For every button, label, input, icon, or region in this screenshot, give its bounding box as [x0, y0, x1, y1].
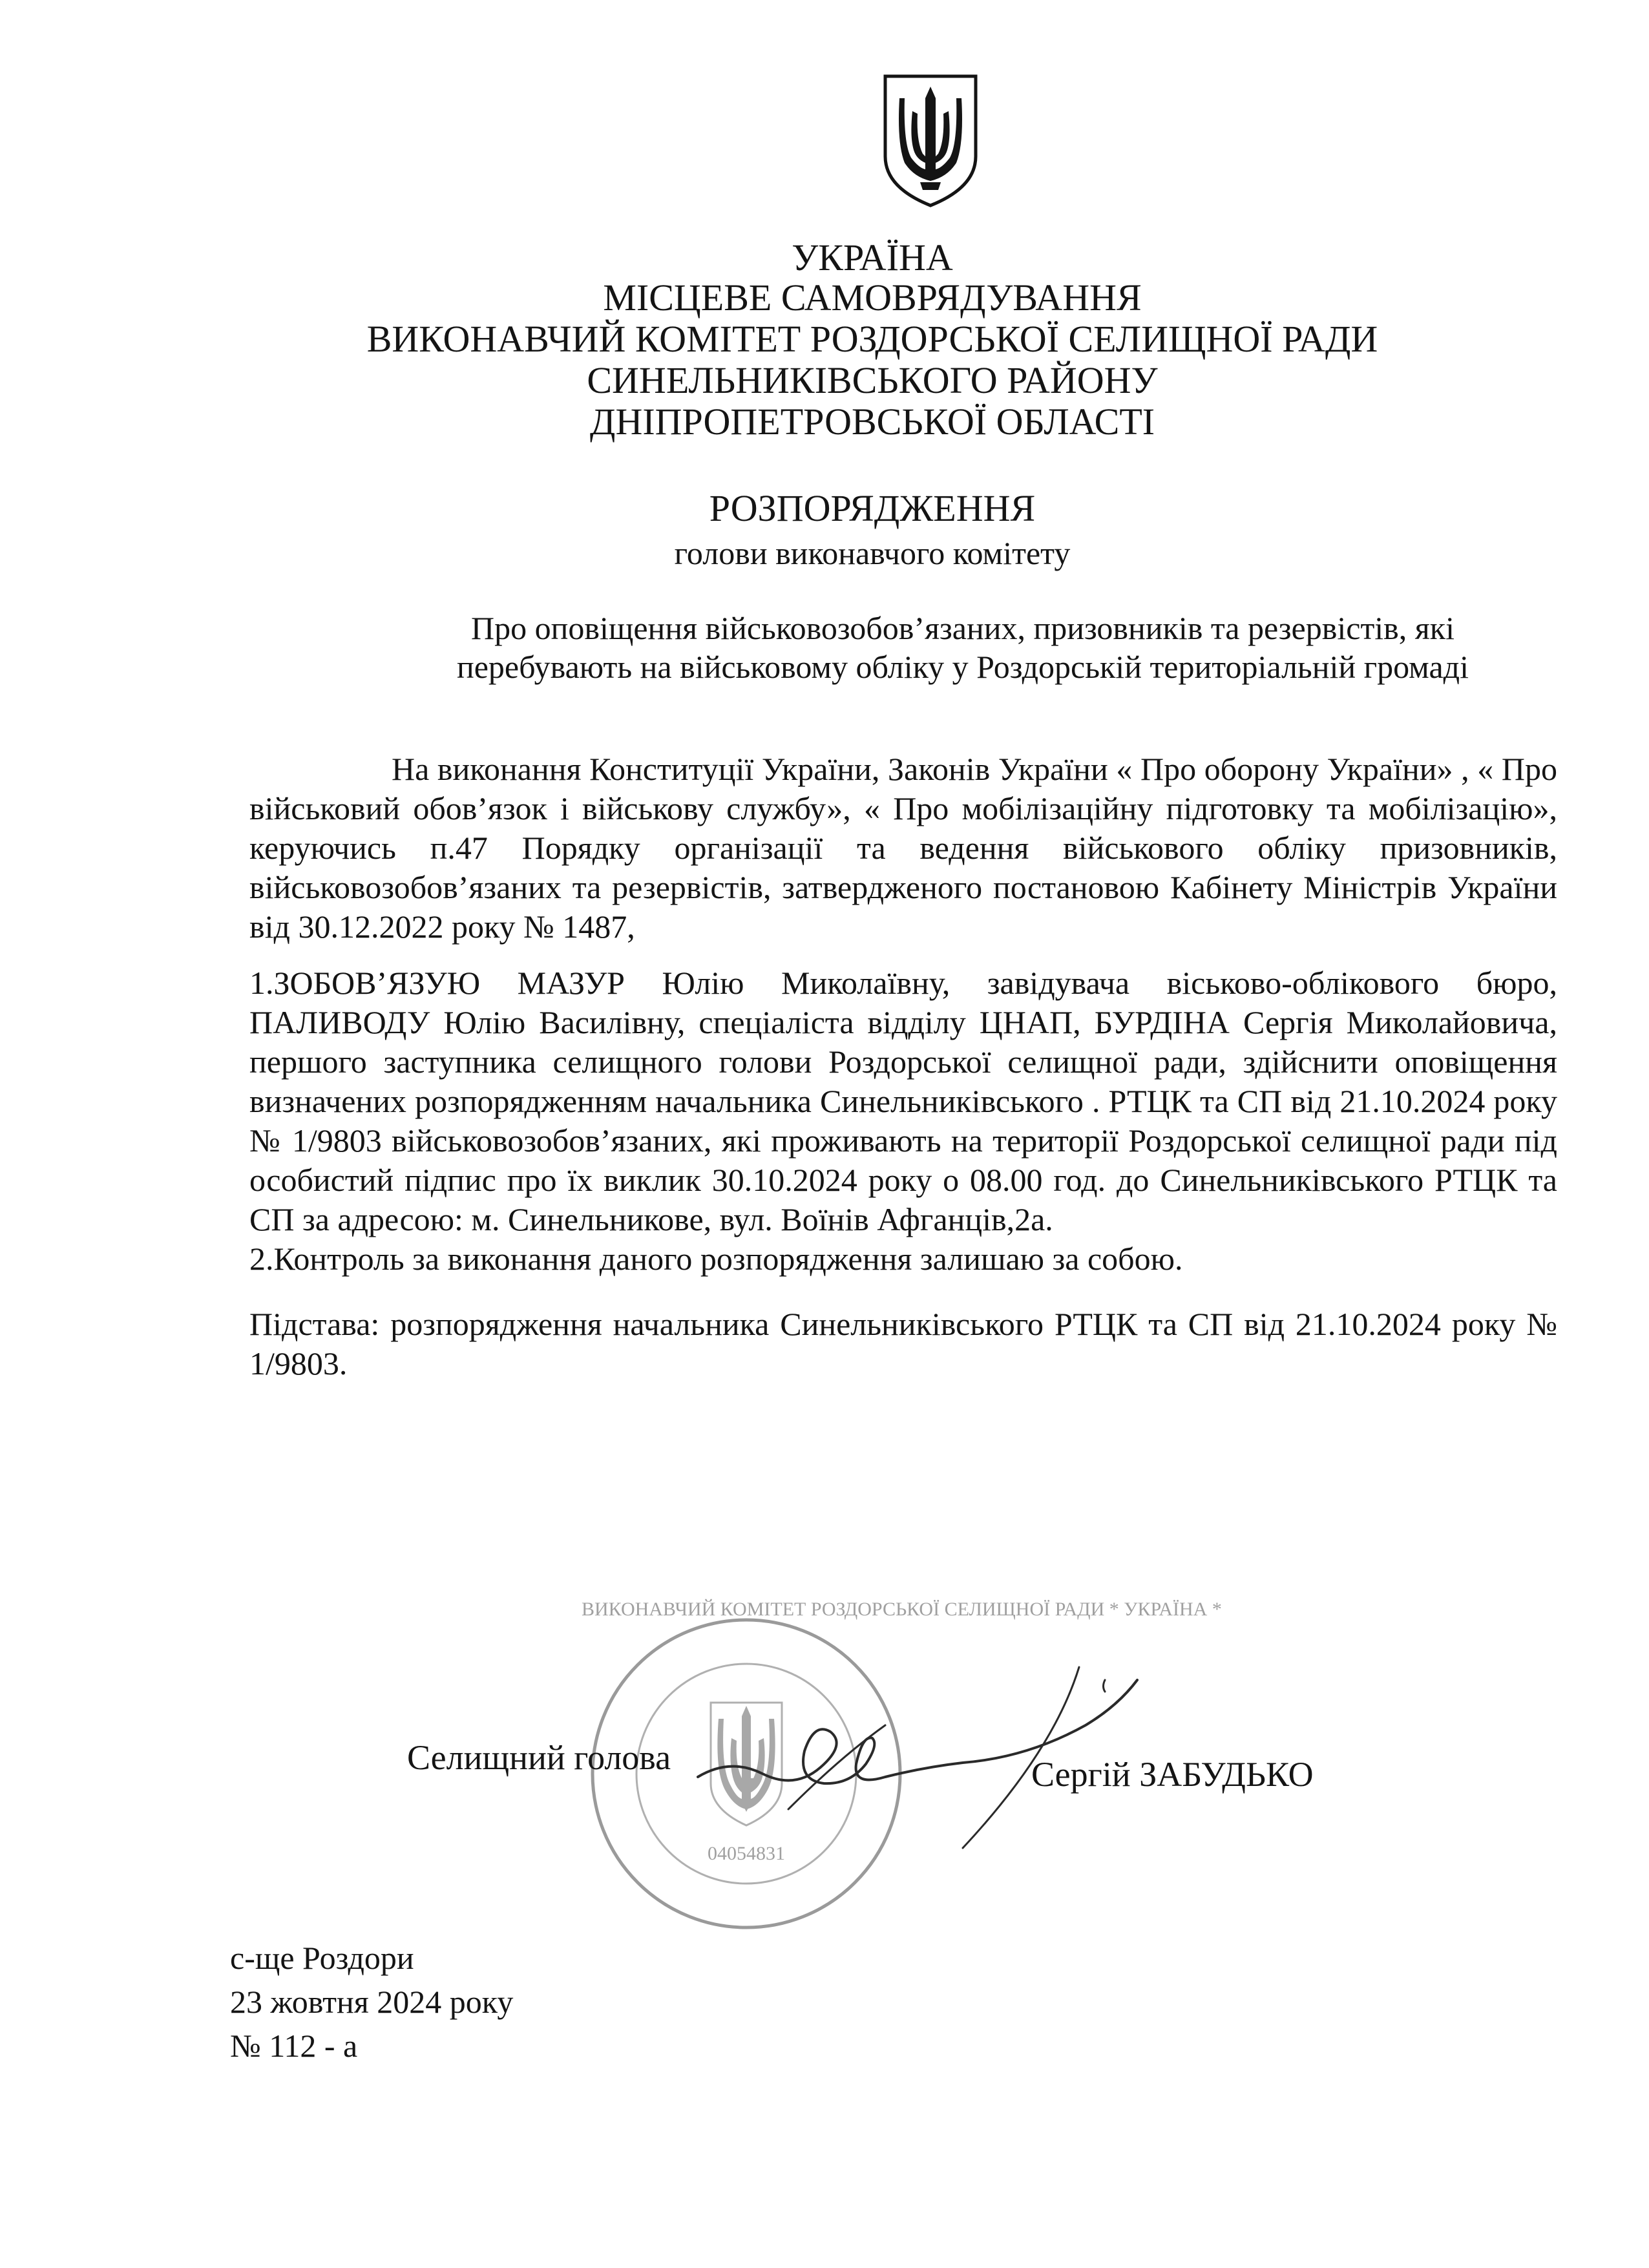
stamp-ring-text: ВИКОНАВЧИЙ КОМІТЕТ РОЗДОРСЬКОЇ СЕЛИЩНОЇ РАДИ * УКРАЇНА * [582, 1599, 1222, 1620]
header-district: СИНЕЛЬНИКІВСЬКОГО РАЙОНУ [587, 359, 1158, 401]
document-type: РОЗПОРЯДЖЕННЯ [709, 487, 1036, 529]
subject-line-2: перебувають на військовому обліку у Роздорській територіальній громаді [456, 649, 1469, 685]
document-subtitle: голови виконавчого комітету [674, 535, 1071, 571]
item-1-paragraph: 1.ЗОБОВ’ЯЗУЮ МАЗУР Юлію Миколаївну, завідувача віськово-облікового бюро, ПАЛИВОДУ Юлію Василівну, спеціаліста відділу ЦНАП, БУРДІНА Сергія Миколайовича, першого заступника селищного голови Роздорської селищної ради, здійснити оповіщення визначених розпорядженням начальника Синельниківського . РТЦК та СП від 21.10.2024 року № 1/9803 військовозобов’язаних, які проживають на території Роздорської селищної ради під особистий підпис про їх виклик 30.10.2024 року о 08.00 год. до Синельниківського РТЦК та СП за адресою: м. Синельникове, вул. Воїнів Афганців,2а. [249, 965, 1557, 1237]
subject-line-1: Про оповіщення військовозобов’язаних, призовників та резервістів, які [471, 610, 1455, 646]
item-2-paragraph: 2.Контроль за виконання даного розпорядження залишаю за собою. [249, 1241, 1183, 1277]
header-country: УКРАЇНА [792, 236, 953, 278]
intro-paragraph: На виконання Конституції України, Законів України « Про оборону України» , « Про військовий обов’язок і військову службу», « Про мобілізаційну підготовку та мобілізацію», керуючись п.47 Порядку організації та ведення військового обліку призовників, військовозобов’язаних та резервістів, затвердженого постановою Кабінету Міністрів України від 30.12.2022 року № 1487, [249, 751, 1557, 945]
trident-emblem-icon [880, 72, 981, 209]
header-committee: ВИКОНАВЧИЙ КОМІТЕТ РОЗДОРСЬКОЇ СЕЛИЩНОЇ РАДИ [366, 318, 1378, 360]
issue-place: с-ще Роздори [230, 1940, 414, 1976]
signatory-title: Селищний голова [407, 1738, 671, 1777]
stamp-code: 04054831 [708, 1843, 785, 1864]
signatory-name: Сергій ЗАБУДЬКО [1031, 1755, 1314, 1794]
document-body [249, 750, 1557, 1383]
document-subject [362, 609, 1564, 686]
header-region: ДНІПРОПЕТРОВСЬКОЇ ОБЛАСТІ [589, 401, 1155, 443]
basis-paragraph: Підстава: розпорядження начальника Синельниківського РТЦК та СП від 21.10.2024 року № 1/9803. [249, 1306, 1557, 1381]
issue-date: 23 жовтня 2024 року [230, 1984, 514, 2020]
document-number: № 112 - а [230, 2028, 358, 2064]
header-self-government: МІСЦЕВЕ САМОВРЯДУВАННЯ [603, 277, 1142, 319]
